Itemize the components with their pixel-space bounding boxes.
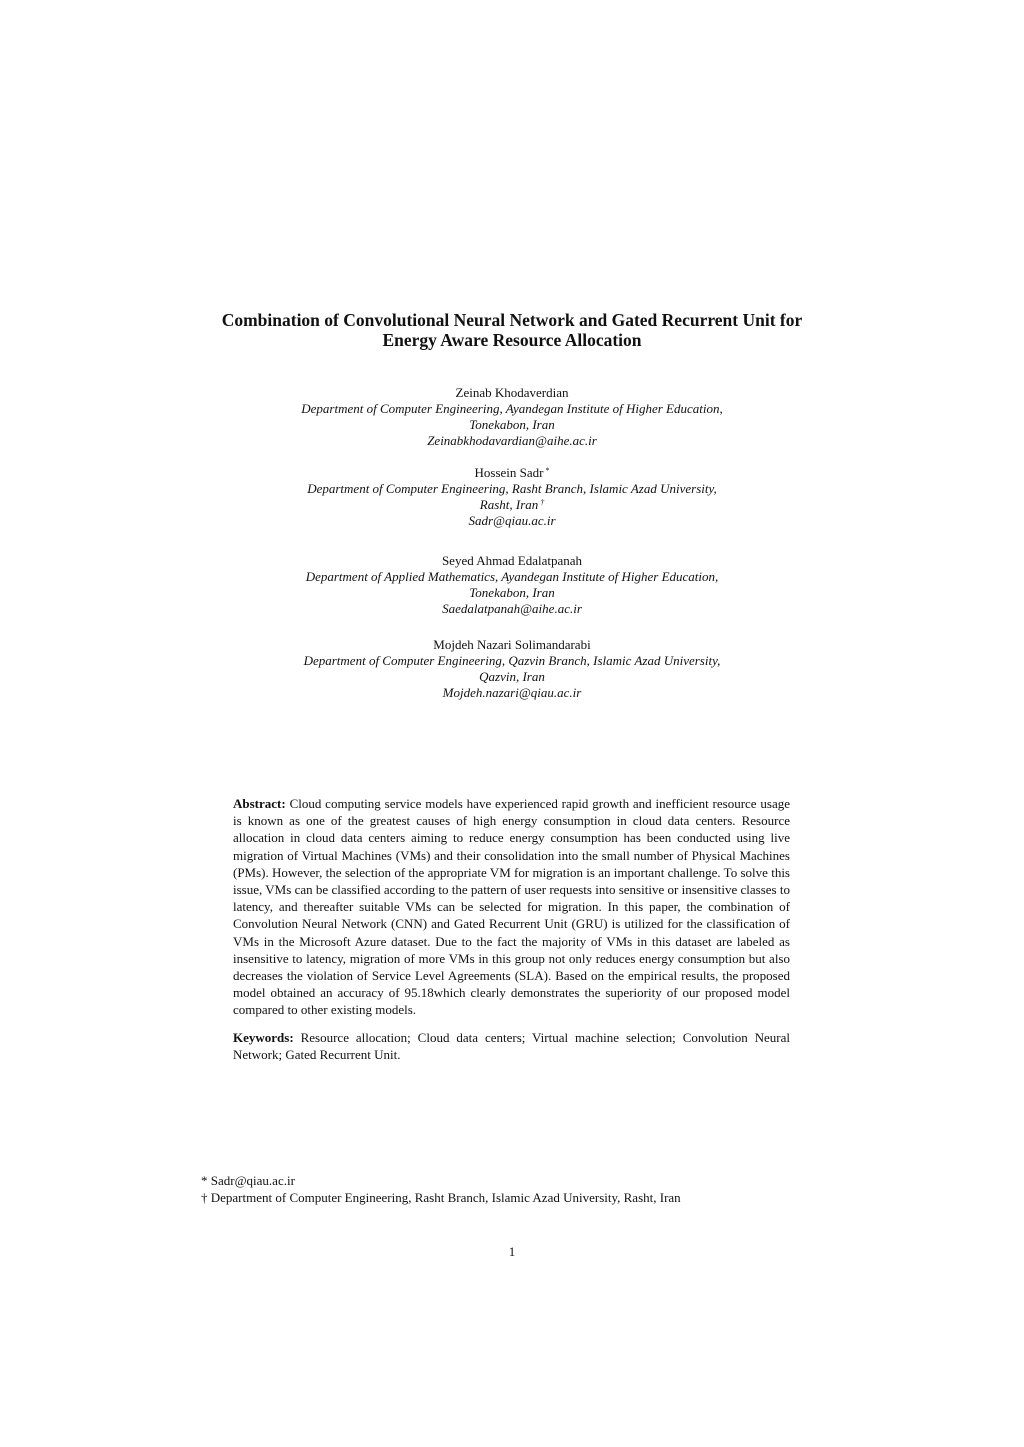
- abstract-label: Abstract:: [233, 796, 286, 811]
- author-name: Seyed Ahmad Edalatpanah: [441, 553, 583, 568]
- footnote-mark: *: [545, 466, 550, 475]
- footnote-item: † Department of Computer Engineering, Rasht Branch, Islamic Azad University, Rasht, Iran: [201, 1190, 681, 1205]
- keywords-text: Resource allocation; Cloud data centers; Virtual machine selection; Convolution Neural Network; Gated Recurrent Unit.: [233, 1029, 790, 1062]
- author-affiliation: Department of Computer Engineering, Ayandegan Institute of Higher Education,: [301, 401, 723, 416]
- abstract-paragraph: [233, 795, 790, 1019]
- author-name-line: [0, 465, 1024, 481]
- abstract-section: [233, 795, 790, 1073]
- author-affiliation: Department of Applied Mathematics, Ayandegan Institute of Higher Education,: [305, 569, 719, 584]
- author-email: Mojdeh.nazari@qiau.ac.ir: [442, 685, 582, 700]
- author-affiliation-location: Qazvin, Iran: [479, 669, 545, 684]
- keywords-label: Keywords:: [233, 1029, 294, 1045]
- author-block-1: [0, 385, 1024, 449]
- author-name: Hossein Sadr: [474, 465, 544, 480]
- title-line-1: Combination of Convolutional Neural Network and Gated Recurrent Unit for: [221, 310, 803, 330]
- author-block-3: [0, 553, 1024, 617]
- abstract-text: Cloud computing service models have experienced rapid growth and inefficient resource usage is known as one of the greatest causes of high energy consumption in cloud data centers. Resource allocation in cloud data centers aiming to reduce energy consumption has been conducted using live migration of Virtual Machines (VMs) and their consolidation into the small number of Physical Machines (PMs). However, the selection of the appropriate VM for migration is an important challenge. To solve this issue, VMs can be classified according to the pattern of user requests into sensitive or insensitive classes to latency, and thereafter suitable VMs can be selected for migration. In this paper, the combination of Convolution Neural Network (CNN) and Gated Recurrent Unit (GRU) is utilized for the classification of VMs in the Microsoft Azure dataset. Due to the fact the majority of VMs in this dataset are labeled as insensitive to latency, migration of more VMs in this group not only reduces energy consumption but also decreases the violation of Service Level Agreements (SLA). Based on the empirical results, the proposed model obtained an accuracy of 95.18which clearly demonstrates the superiority of our proposed model compared to other existing models.: [233, 796, 790, 1018]
- page-number: 1: [508, 1244, 516, 1259]
- author-block-2: [0, 465, 1024, 529]
- footnote-item: * Sadr@qiau.ac.ir: [201, 1173, 295, 1188]
- author-affiliation-location: Tonekabon, Iran: [469, 417, 555, 432]
- author-email: Sadr@qiau.ac.ir: [468, 513, 556, 528]
- keywords-paragraph: [233, 1029, 790, 1063]
- footnote-mark: †: [540, 498, 545, 507]
- author-name: Mojdeh Nazari Solimandarabi: [433, 637, 591, 652]
- author-email: Saedalatpanah@aihe.ac.ir: [442, 601, 582, 616]
- author-name: Zeinab Khodaverdian: [455, 385, 569, 400]
- footnotes: [201, 1172, 681, 1206]
- author-block-4: [0, 637, 1024, 701]
- title-line-2: Energy Aware Resource Allocation: [382, 330, 642, 350]
- author-affiliation-location-line: [0, 497, 1024, 513]
- author-affiliation: Department of Computer Engineering, Rasht Branch, Islamic Azad University,: [307, 481, 717, 496]
- author-email: Zeinabkhodavardian@aihe.ac.ir: [427, 433, 597, 448]
- author-affiliation-location: Rasht, Iran: [479, 497, 539, 512]
- author-affiliation: Department of Computer Engineering, Qazvin Branch, Islamic Azad University,: [303, 653, 721, 668]
- author-affiliation-location: Tonekabon, Iran: [469, 585, 555, 600]
- paper-title: [0, 310, 1024, 350]
